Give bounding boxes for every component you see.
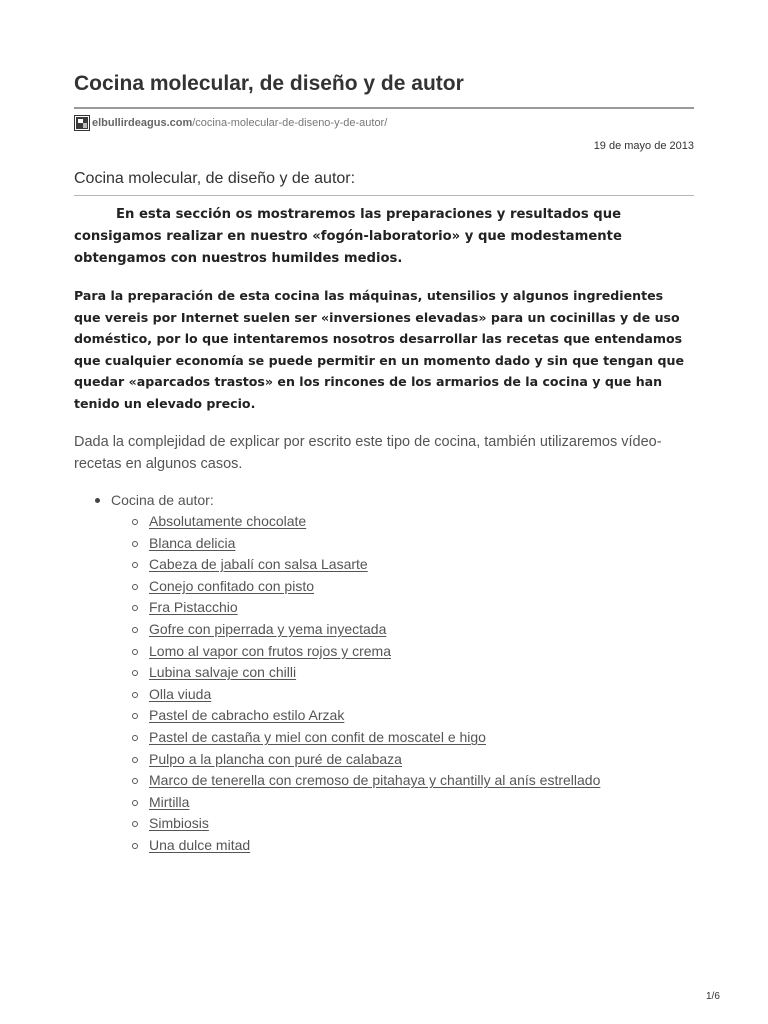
section-heading: Cocina molecular, de diseño y de autor:: [74, 170, 356, 187]
recipe-list-item: [149, 684, 600, 706]
recipe-link[interactable]: Mirtilla: [149, 793, 190, 810]
source-domain[interactable]: elbullirdeagus.com: [92, 117, 193, 129]
bullet-disc-icon: [95, 498, 100, 503]
bullet-circle-icon: [132, 778, 138, 784]
recipe-list-item: [149, 641, 600, 663]
bold-paragraph: Para la preparación de esta cocina las máquinas, utensilios y algunos ingredientes que vereis por Internet suelen ser «inversiones elevadas» para un cocinillas y de uso doméstico, por lo que intentaremos nosotros desarrollar las recetas que entendamos que cualquier economía se puede permitir en un momento dado y sin que tengan que quedar «aparcados trastos» en los rincones de los armarios de la cocina y que han tenido un elevado precio.: [74, 288, 685, 411]
recipe-list-item: [149, 511, 600, 533]
bullet-circle-icon: [132, 670, 138, 676]
recipe-link[interactable]: Olla viuda: [149, 685, 212, 702]
bullet-circle-icon: [132, 757, 138, 763]
category-label: Cocina de autor:: [111, 492, 214, 508]
category-item: [111, 489, 600, 857]
recipe-link[interactable]: Lubina salvaje con chilli: [149, 664, 297, 681]
title-divider: [74, 107, 694, 109]
recipe-link[interactable]: Pastel de cabracho estilo Arzak: [149, 707, 345, 724]
recipe-link[interactable]: Cabeza de jabalí con salsa Lasarte: [149, 556, 368, 573]
recipe-list-item: [149, 576, 600, 598]
bullet-circle-icon: [132, 519, 138, 525]
recipe-link[interactable]: Absolutamente chocolate: [149, 513, 307, 529]
recipe-list: [111, 511, 600, 857]
bullet-circle-icon: [132, 843, 138, 849]
recipe-list-item: [149, 705, 600, 727]
recipe-link[interactable]: Pulpo a la plancha con puré de calabaza: [149, 750, 402, 767]
section-divider: [74, 195, 694, 196]
bullet-circle-icon: [132, 605, 138, 611]
publication-date: 19 de mayo de 2013: [593, 140, 694, 152]
recipe-list-item: [149, 533, 600, 555]
bullet-circle-icon: [132, 713, 138, 719]
recipe-list-item: [149, 813, 600, 835]
recipe-list-item: [149, 554, 600, 576]
recipe-link[interactable]: Blanca delicia: [149, 534, 236, 551]
bullet-circle-icon: [132, 692, 138, 698]
recipe-link[interactable]: Una dulce mitad: [149, 836, 251, 853]
recipe-list-item: [149, 749, 600, 771]
bullet-circle-icon: [132, 821, 138, 827]
recipe-link[interactable]: Gofre con piperrada y yema inyectada: [149, 620, 387, 637]
category-list: [74, 489, 600, 857]
bullet-circle-icon: [132, 649, 138, 655]
bullet-circle-icon: [132, 562, 138, 568]
bullet-circle-icon: [132, 800, 138, 806]
recipe-list-item: [149, 727, 600, 749]
recipe-link[interactable]: Pastel de castaña y miel con confit de moscatel e higo: [149, 728, 486, 745]
recipe-link[interactable]: Simbiosis: [149, 815, 209, 832]
body-paragraph: Dada la complejidad de explicar por escrito este tipo de cocina, también utilizaremos vídeo-recetas en algunos casos.: [74, 434, 662, 472]
recipe-list-item: [149, 835, 600, 857]
bullet-circle-icon: [132, 735, 138, 741]
recipe-list-item: [149, 662, 600, 684]
bullet-circle-icon: [132, 627, 138, 633]
bullet-circle-icon: [132, 541, 138, 547]
source-url[interactable]: [74, 114, 387, 132]
recipe-link[interactable]: Conejo confitado con pisto: [149, 577, 314, 594]
intro-paragraph: En esta sección os mostraremos las preparaciones y resultados que consigamos realizar en nuestro «fogón-laboratorio» y que modestamente obtengamos con nuestros humildes medios.: [74, 207, 622, 266]
bullet-circle-icon: [132, 584, 138, 590]
recipe-link[interactable]: Marco de tenerella con cremoso de pitahaya y chantilly al anís estrellado: [149, 772, 601, 789]
page-number: 1/6: [706, 991, 720, 1002]
recipe-link[interactable]: Fra Pistacchio: [149, 599, 238, 616]
recipe-list-item: [149, 619, 600, 641]
recipe-list-item: [149, 792, 600, 814]
recipe-link[interactable]: Lomo al vapor con frutos rojos y crema: [149, 642, 391, 659]
source-path[interactable]: /cocina-molecular-de-diseno-y-de-autor/: [192, 117, 388, 129]
recipe-list-item: [149, 597, 600, 619]
recipe-list-item: [149, 770, 600, 792]
document-title: Cocina molecular, de diseño y de autor: [74, 72, 464, 95]
site-favicon-icon: [74, 115, 90, 131]
